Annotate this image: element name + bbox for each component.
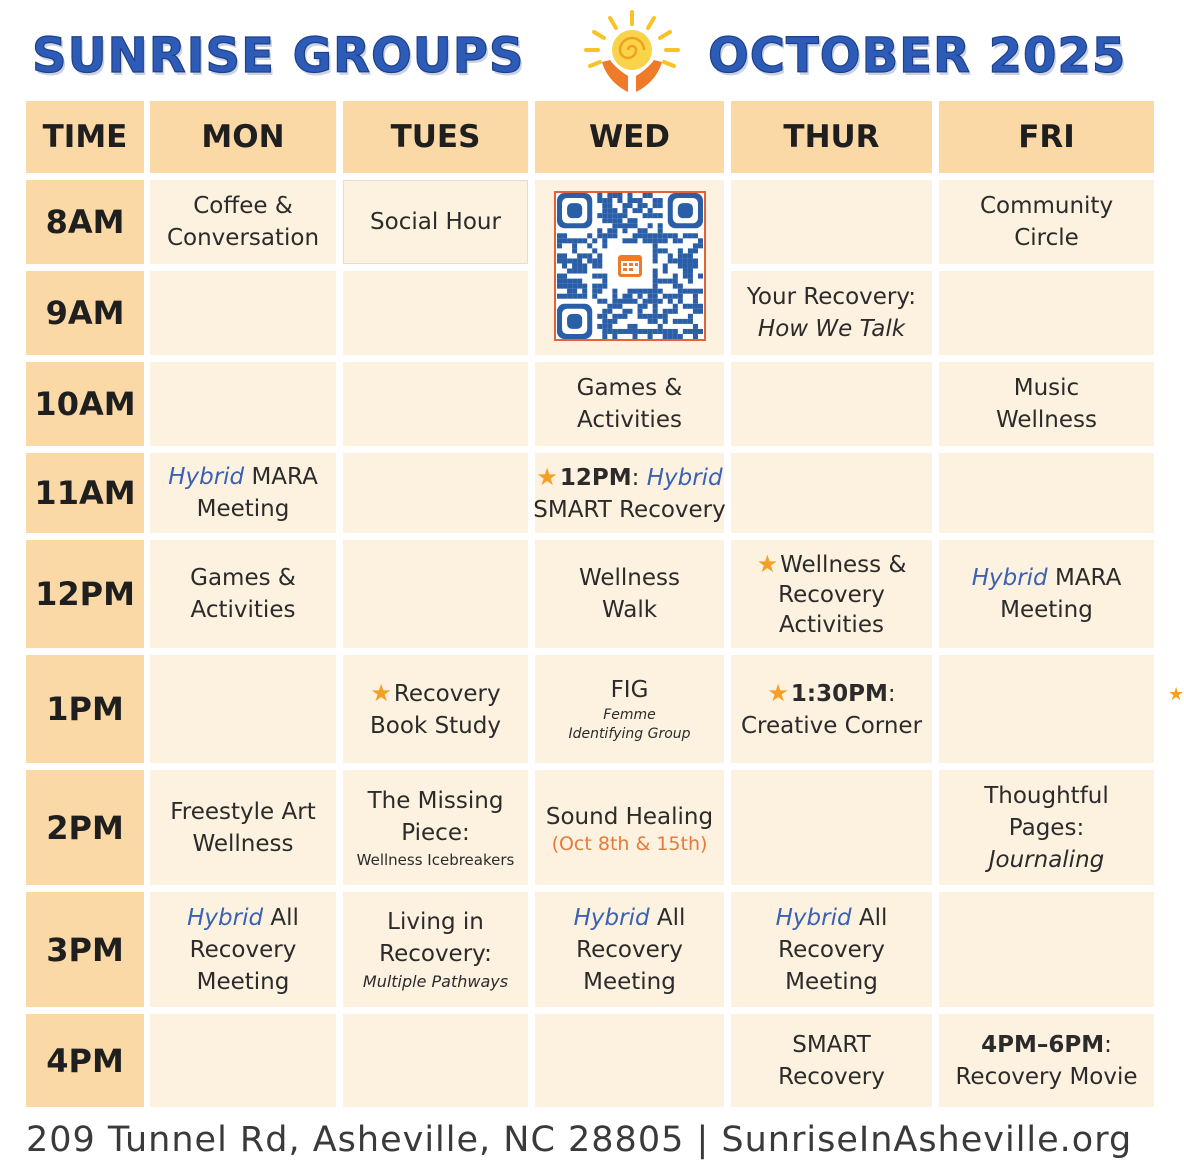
header bbox=[0, 0, 1179, 100]
event-text: Piece: bbox=[401, 819, 470, 846]
event-text: Social Hour bbox=[370, 209, 501, 235]
time-4pm: 4PM bbox=[26, 1014, 144, 1107]
empty-cell bbox=[939, 655, 1154, 763]
event-text: Wellness & bbox=[780, 551, 907, 578]
qr-code-icon bbox=[556, 193, 704, 339]
event-text: Living in bbox=[387, 908, 484, 935]
event-text: Meeting bbox=[196, 496, 290, 522]
event-wed-1pm bbox=[535, 655, 724, 763]
event-text: Creative Corner bbox=[740, 712, 923, 739]
event-subtext: Identifying Group bbox=[568, 726, 691, 742]
event-text: Wellness bbox=[578, 565, 681, 591]
event-text: Your Recovery: bbox=[746, 284, 917, 310]
event-mon-2pm bbox=[150, 770, 336, 885]
column-header-fri: FRI bbox=[939, 101, 1154, 173]
empty-cell bbox=[343, 453, 528, 533]
star-icon: ★ bbox=[1168, 684, 1184, 705]
time-12pm: 12PM bbox=[26, 540, 144, 648]
calendar-icon bbox=[614, 251, 646, 281]
star-icon: ★ bbox=[767, 678, 789, 707]
event-text: Recovery bbox=[189, 936, 297, 963]
event-text: Walk bbox=[601, 597, 658, 623]
event-mon-3pm bbox=[150, 892, 336, 1007]
event-fri-4pm bbox=[939, 1014, 1154, 1107]
event-tues-3pm bbox=[343, 892, 528, 1007]
empty-cell bbox=[939, 271, 1154, 355]
event-text bbox=[981, 1029, 1112, 1061]
event-time: 4PM–6PM bbox=[981, 1031, 1105, 1058]
event-text: Journaling bbox=[988, 846, 1105, 873]
empty-cell bbox=[343, 362, 528, 446]
event-text: SMART Recovery bbox=[533, 496, 726, 523]
event-text: : bbox=[1104, 1031, 1112, 1058]
event-text bbox=[168, 461, 318, 493]
event-text: Wellness bbox=[192, 830, 294, 857]
event-tues-2pm bbox=[343, 770, 528, 885]
event-dates-note: (Oct 8th & 15th) bbox=[551, 832, 708, 855]
event-text: All bbox=[649, 904, 686, 931]
event-thur-3pm bbox=[731, 892, 932, 1007]
schedule-grid bbox=[26, 101, 1154, 1107]
event-text: Recovery bbox=[778, 936, 885, 963]
empty-cell bbox=[731, 180, 932, 264]
event-text: The Missing bbox=[367, 787, 504, 814]
event-mon-8am bbox=[150, 180, 336, 264]
title-left: SUNRISE GROUPS bbox=[32, 28, 525, 84]
event-text: Book Study bbox=[370, 712, 501, 739]
event-text: Meeting bbox=[583, 968, 676, 995]
event-text: Pages: bbox=[1008, 814, 1085, 841]
event-text: Meeting bbox=[785, 968, 878, 995]
empty-cell bbox=[731, 362, 932, 446]
empty-cell bbox=[150, 271, 336, 355]
event-text: Music bbox=[1013, 375, 1080, 401]
hybrid-label: Hybrid bbox=[168, 464, 245, 490]
event-text: Coffee & bbox=[193, 193, 293, 219]
event-text: Games & bbox=[576, 375, 683, 401]
event-fri-10am bbox=[939, 362, 1154, 446]
event-text: Meeting bbox=[196, 968, 290, 995]
event-thur-1pm bbox=[731, 655, 932, 763]
event-thur-4pm bbox=[731, 1014, 932, 1107]
event-text: FIG bbox=[610, 677, 649, 703]
hybrid-label: Hybrid bbox=[573, 904, 650, 931]
event-text: Recovery bbox=[393, 680, 501, 707]
empty-cell bbox=[150, 362, 336, 446]
event-text bbox=[767, 677, 895, 710]
empty-cell bbox=[731, 453, 932, 533]
star-icon: ★ bbox=[370, 678, 392, 707]
event-text: Circle bbox=[1014, 225, 1079, 251]
event-text bbox=[757, 549, 907, 580]
event-text bbox=[776, 902, 888, 934]
empty-cell bbox=[939, 892, 1154, 1007]
event-thur-9am bbox=[731, 271, 932, 355]
event-thur-12pm bbox=[731, 540, 932, 648]
empty-cell bbox=[535, 1014, 724, 1107]
event-text: Recovery Movie bbox=[955, 1063, 1138, 1090]
empty-cell bbox=[731, 770, 932, 885]
event-text: Conversation bbox=[166, 225, 320, 251]
event-subtext: Wellness Icebreakers bbox=[356, 850, 515, 869]
empty-cell bbox=[343, 1014, 528, 1107]
event-text bbox=[187, 902, 299, 934]
hybrid-label: Hybrid bbox=[775, 904, 852, 931]
time-2pm: 2PM bbox=[26, 770, 144, 885]
star-icon: ★ bbox=[536, 462, 558, 491]
event-text: Recovery bbox=[576, 936, 683, 963]
hybrid-label: Hybrid bbox=[187, 904, 264, 931]
event-text: SMART bbox=[792, 1031, 871, 1058]
title-right: OCTOBER 2025 bbox=[708, 28, 1127, 84]
event-text: All bbox=[263, 904, 299, 931]
event-text: Sound Healing bbox=[545, 803, 714, 830]
footer-address: 209 Tunnel Rd, Asheville, NC 28805 | SunriseInAsheville.org bbox=[26, 1120, 1133, 1160]
event-wed-10am bbox=[535, 362, 724, 446]
event-subtext: Femme bbox=[603, 707, 656, 723]
event-text: Recovery: bbox=[379, 940, 492, 967]
event-wed-2pm bbox=[535, 770, 724, 885]
column-header-thur: THUR bbox=[731, 101, 932, 173]
event-text: Recovery bbox=[778, 581, 885, 608]
event-text: : bbox=[631, 464, 640, 491]
event-text: Activities bbox=[779, 611, 884, 638]
event-text: Activities bbox=[577, 407, 682, 433]
event-tues-1pm bbox=[343, 655, 528, 763]
star-icon: ★ bbox=[756, 549, 779, 578]
event-fri-2pm bbox=[939, 770, 1154, 885]
event-text: MARA bbox=[1047, 565, 1122, 591]
event-text bbox=[370, 677, 500, 710]
sun-hands-logo-icon bbox=[580, 6, 684, 98]
event-time: 12PM bbox=[559, 464, 632, 491]
event-text bbox=[574, 902, 686, 934]
event-text bbox=[972, 562, 1122, 594]
event-text: Meeting bbox=[1000, 597, 1093, 623]
event-subtext: Multiple Pathways bbox=[362, 971, 509, 991]
event-text: Recovery bbox=[778, 1063, 885, 1090]
column-header-tues: TUES bbox=[343, 101, 528, 173]
event-fri-8am bbox=[939, 180, 1154, 264]
event-wed-12pm bbox=[535, 540, 724, 648]
empty-cell bbox=[343, 540, 528, 648]
event-mon-11am bbox=[150, 453, 336, 533]
event-text: Activities bbox=[190, 597, 296, 623]
hybrid-label: Hybrid bbox=[971, 565, 1048, 591]
event-text: How We Talk bbox=[757, 316, 906, 342]
time-9am: 9AM bbox=[26, 271, 144, 355]
event-text: MARA bbox=[244, 464, 318, 490]
time-10am: 10AM bbox=[26, 362, 144, 446]
empty-cell bbox=[150, 1014, 336, 1107]
event-text bbox=[536, 461, 722, 494]
event-wed-11am bbox=[535, 453, 724, 533]
time-11am: 11AM bbox=[26, 453, 144, 533]
event-text: Games & bbox=[190, 565, 296, 591]
event-mon-12pm bbox=[150, 540, 336, 648]
event-text: All bbox=[851, 904, 888, 931]
empty-cell bbox=[939, 453, 1154, 533]
column-header-wed: WED bbox=[535, 101, 724, 173]
qr-code[interactable] bbox=[554, 191, 706, 341]
column-header-mon: MON bbox=[150, 101, 336, 173]
event-time: 1:30PM bbox=[790, 680, 888, 707]
empty-cell bbox=[343, 271, 528, 355]
event-text: Thoughtful bbox=[984, 782, 1109, 809]
time-1pm: 1PM bbox=[26, 655, 144, 763]
time-8am: 8AM bbox=[26, 180, 144, 264]
time-3pm: 3PM bbox=[26, 892, 144, 1007]
event-fri-12pm bbox=[939, 540, 1154, 648]
event-text: : bbox=[887, 680, 896, 707]
event-wed-3pm bbox=[535, 892, 724, 1007]
column-header-time: TIME bbox=[26, 101, 144, 173]
event-text: Wellness bbox=[995, 407, 1098, 433]
hybrid-label: Hybrid bbox=[646, 464, 723, 491]
event-text: Freestyle Art bbox=[170, 798, 316, 825]
event-text: Community bbox=[979, 193, 1114, 219]
empty-cell bbox=[150, 655, 336, 763]
event-tues-8am bbox=[343, 180, 528, 264]
